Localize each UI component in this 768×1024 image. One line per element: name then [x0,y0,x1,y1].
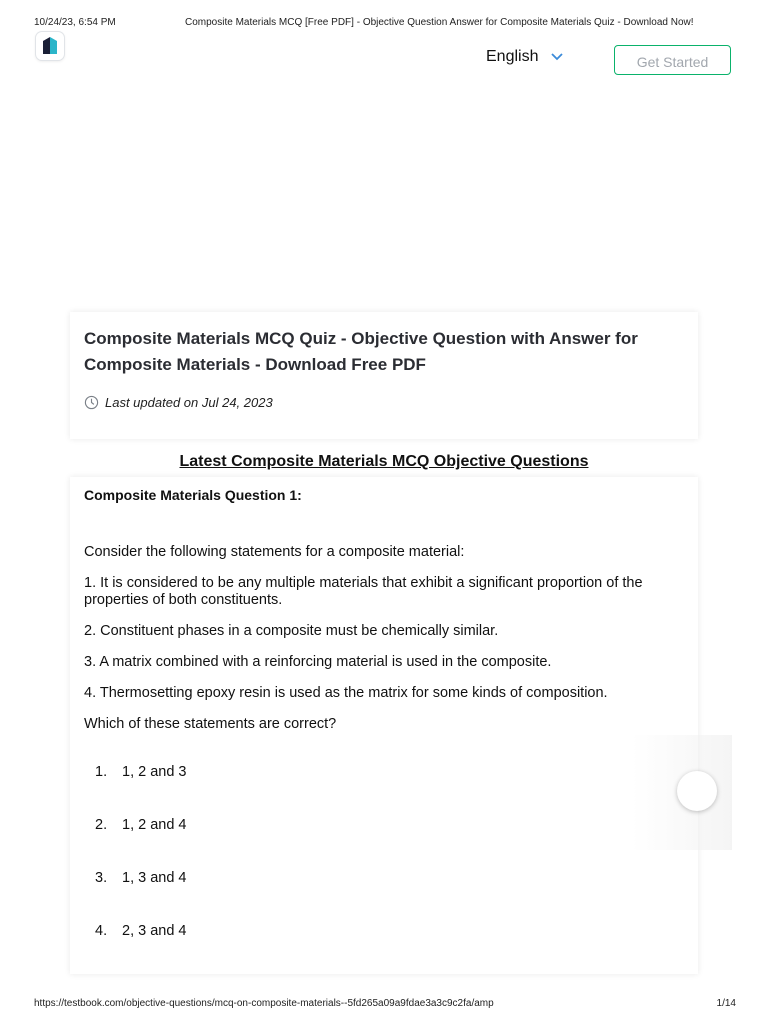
testbook-logo-icon[interactable] [36,32,64,60]
print-url: https://testbook.com/objective-questions/mcq-on-composite-materials--5fd265a09a9fdae3a3c9c2fa/amp [34,998,494,1009]
question-body [84,544,684,747]
question-prompt: Which of these statements are correct? [84,716,337,732]
question-intro: Consider the following statements for a composite material: [84,544,465,560]
answer-option[interactable] [95,817,187,870]
option-number: 2. [95,817,108,833]
page-title-line2: Composite Materials - Download Free PDF [84,355,426,374]
answer-options [95,764,187,976]
language-label: English [486,48,539,66]
option-number: 4. [95,923,108,939]
clock-icon [84,395,99,410]
last-updated [84,395,684,410]
floating-action-button[interactable] [677,771,717,811]
option-text: 1, 2 and 4 [122,817,187,833]
title-card [70,312,698,439]
option-text: 1, 2 and 3 [122,764,187,780]
last-updated-text: Last updated on Jul 24, 2023 [105,395,273,410]
get-started-button[interactable]: Get Started [614,45,731,75]
question-card [70,477,698,974]
language-selector[interactable] [486,48,563,66]
answer-option[interactable] [95,764,187,817]
option-text: 1, 3 and 4 [122,870,187,886]
answer-option[interactable] [95,870,187,923]
statement: 1. It is considered to be any multiple materials that exhibit a significant proportion of the properties of both constituents. [84,575,643,608]
option-number: 1. [95,764,108,780]
page-title-line1: Composite Materials MCQ Quiz - Objective Question with Answer for [84,329,638,348]
print-date: 10/24/23, 6:54 PM [34,17,116,28]
section-heading: Latest Composite Materials MCQ Objective Questions [179,453,589,470]
option-number: 3. [95,870,108,886]
statement: 3. A matrix combined with a reinforcing material is used in the composite. [84,654,552,670]
page-title [84,326,684,378]
print-page-title: Composite Materials MCQ [Free PDF] - Objective Question Answer for Composite Materials Quiz - Download Now! [185,17,694,28]
print-page-number: 1/14 [716,998,736,1009]
statement: 2. Constituent phases in a composite must be chemically similar. [84,623,499,639]
statement: 4. Thermosetting epoxy resin is used as the matrix for some kinds of composition. [84,685,608,701]
question-title: Composite Materials Question 1: [84,487,302,503]
answer-option[interactable] [95,923,187,976]
option-text: 2, 3 and 4 [122,923,187,939]
chevron-down-icon [551,48,563,66]
